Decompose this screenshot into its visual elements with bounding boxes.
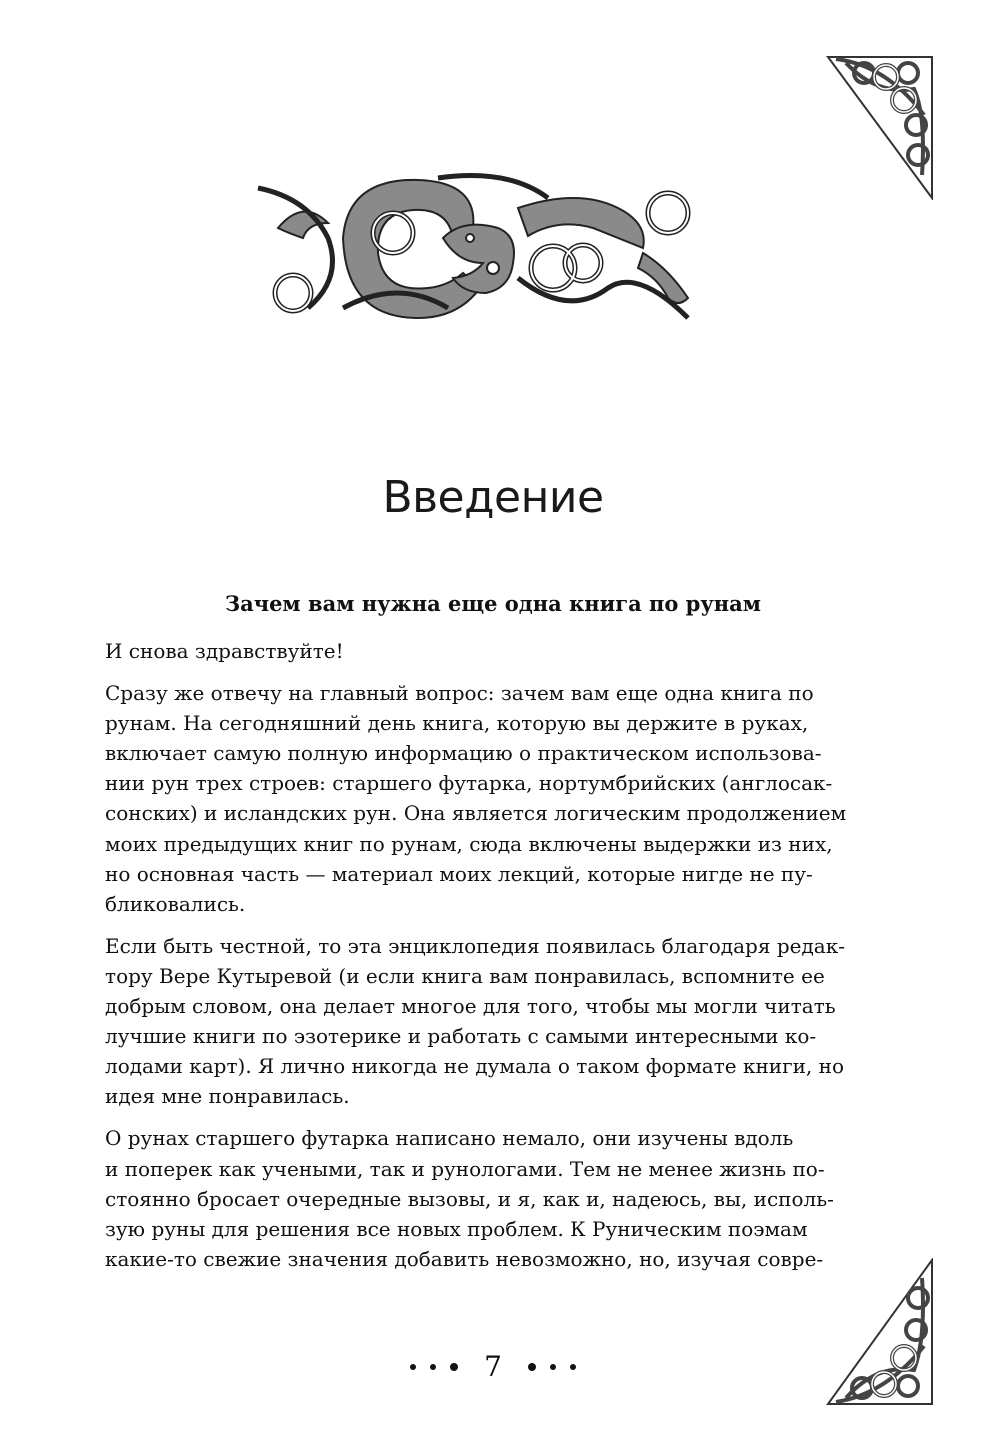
paragraph-futhark: О рунах старшего футарка написано немало, они изучены вдоль и поперек как учеными, так и рунологами. Тем не менее жизнь по- стоянно бросает очередные вызовы, и я, как и, надеюсь, вы, исполь- зую руны для решения все новых проблем. К Руническим поэмам какие-то свежие значения добавить невозможно, но, изучая совре-	[105, 1126, 834, 1271]
paragraph-main-question: Сразу же отвечу на главный вопрос: зачем вам еще одна книга по рунам. На сегодняшний день книга, которую вы держите в руках, включает самую полную информацию о практическом использова- нии рун трех строев: старшего футарка, нортумбрийских (англосак- сонских) и исландских рун. Она является логическим продолжением моих предыдущих книг по рунам, сюда включены выдержки из них, но основная часть — материал моих лекций, которые нигде не пу- бликовались.	[105, 681, 847, 916]
chapter-title: Введение	[382, 472, 604, 523]
body-text	[105, 636, 865, 1286]
paragraph-greeting: И снова здравствуйте!	[105, 639, 344, 663]
folio-dot-icon	[550, 1364, 556, 1370]
celtic-beast-headpiece-icon	[248, 168, 718, 338]
folio-dot-icon	[570, 1364, 576, 1370]
folio-dot-icon	[450, 1363, 458, 1371]
folio-dot-icon	[430, 1364, 436, 1370]
folio-dot-icon	[410, 1364, 416, 1370]
section-heading: Зачем вам нужна еще одна книга по рунам	[224, 591, 762, 616]
folio-dot-icon	[528, 1363, 536, 1371]
page-number: 7	[484, 1350, 502, 1383]
celtic-corner-bottom-icon	[826, 1258, 934, 1406]
celtic-corner-top-icon	[826, 55, 934, 200]
paragraph-editor: Если быть честной, то эта энциклопедия появилась благодаря редак- тору Вере Кутыревой (и если книга вам понравилась, вспомните ее добрым словом, она делает многое для того, чтобы мы могли читать лучшие книги по эзотерике и работать с самыми интересными ко- лодами карт). Я лично никогда не думала о таком формате книги, но идея мне понравилась.	[105, 933, 845, 1109]
